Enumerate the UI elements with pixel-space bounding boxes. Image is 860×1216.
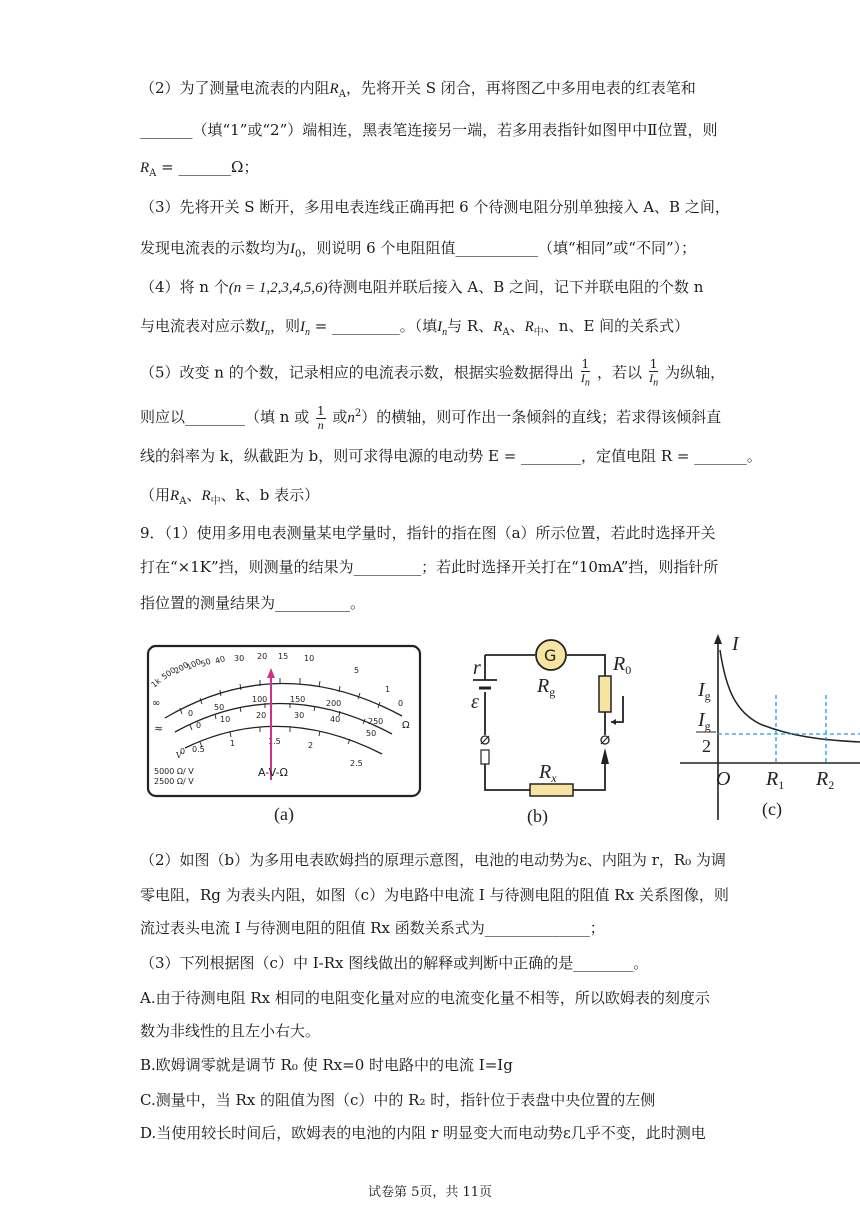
svg-text:15: 15 (278, 652, 289, 661)
svg-text:0.5: 0.5 (192, 745, 205, 754)
q9-part1-line3: 指位置的测量结果为__________。 (140, 594, 366, 612)
svg-text:500: 500 (159, 665, 178, 682)
q8-part4-line1: （4）将 n 个(n = 1,2,3,4,5,6)待测电阻并联后接入 A、B 之间，记下并联电阻的个数 n (140, 278, 704, 296)
figure-b-circuit (455, 640, 630, 830)
svg-text:G: G (544, 646, 557, 665)
svg-text:1k: 1k (149, 676, 163, 690)
svg-text:r: r (473, 657, 481, 679)
q9-part1-line2: 打在“×1K”挡，则测量的结果为_________；若此时选择开关打在“10mA”挡，则指针所 (140, 558, 719, 576)
q8-part5-line4: （用$R_A$、$R_中$、k、b 表示） (140, 486, 320, 507)
svg-text:Rx: $R_x$ (539, 761, 557, 785)
svg-text:10: 10 (304, 654, 315, 663)
svg-text:Ig: $I_g$ (698, 679, 711, 703)
svg-text:0: 0 (196, 721, 202, 730)
svg-text:200: 200 (172, 660, 191, 676)
svg-text:2: 2 (308, 741, 314, 750)
svg-text:50: 50 (199, 656, 213, 669)
svg-text:0: 0 (188, 709, 194, 718)
svg-text:200: 200 (326, 699, 342, 708)
q8-part3-line2: 发现电流表的示数均为$I_0$，则说明 6 个电阻阻值___________（填“相同”或“不同”）； (140, 239, 697, 260)
q9-part1-line1: 9．（1）使用多用电表测量某电学量时，指针的指在图（a）所示位置，若此时选择开关 (140, 524, 716, 542)
svg-text:R0: $R_0$ (613, 653, 632, 677)
svg-text:30: 30 (234, 654, 245, 663)
svg-text:2: 2 (702, 736, 711, 756)
svg-text:2500 Ω/ V: 2500 Ω/ V (154, 777, 194, 786)
svg-text:100: 100 (252, 695, 268, 704)
svg-text:A-V-Ω: A-V-Ω (258, 766, 288, 779)
q9-part2-line1: （2）如图（b）为多用电表欧姆挡的原理示意图，电池的电动势为ε、内阻为 r，R₀ 为调 (140, 851, 726, 869)
svg-text:0: 0 (180, 747, 186, 756)
q9-part2-line3: 流过表头电流 I 与待测电阻的阻值 Rx 函数关系式为______________； (140, 919, 605, 937)
svg-text:ε: ε (471, 691, 479, 713)
q9-part2-line2: 零电阻，Rg 为表头内阻，如图（c）为电路中电流 I 与待测电阻的阻值 Rx 关系图像，则 (140, 886, 729, 904)
svg-text:250: 250 (368, 717, 384, 726)
q8-part2-line2: _______（填“1”或“2”）端相连，黑表笔连接另一端，若多用表指针如图甲中Ⅱ位置，则 (140, 121, 718, 139)
svg-text:≈: ≈ (154, 722, 164, 735)
svg-text:1: 1 (385, 685, 391, 694)
figure-c-caption: (c) (762, 799, 782, 819)
q8-part2-line3: $R_A$ = _______Ω； (140, 158, 259, 179)
svg-text:10: 10 (220, 715, 231, 724)
svg-text:O: O (716, 768, 731, 790)
svg-text:20: 20 (257, 652, 268, 661)
q8-part3-line1: （3）先将开关 S 断开，多用电表连线正确再把 6 个待测电阻分别单独接入 A、B 之间， (140, 198, 730, 216)
svg-text:100: 100 (184, 657, 203, 672)
q8-part4-line2: 与电流表对应示数$I_n$，则$I_n$ = _________。（填$I_n$与 R、$R_A$、$R_中$、n、E 间的关系式） (140, 317, 690, 338)
svg-text:R1: $R_1$ (766, 768, 785, 792)
q8-part5-line1: （5）改变 n 的个数，记录相应的电流表示数，根据实验数据得出 $\frac{1}{I_n}$ ，若以 $\frac{1}{I_n}$ 为纵轴， (140, 357, 726, 389)
svg-text:30: 30 (294, 711, 305, 720)
q9-part3-line1: （3）下列根据图（c）中 I-Rx 图线做出的解释或判断中正确的是________。 (140, 954, 649, 972)
svg-text:5: 5 (354, 666, 360, 675)
figure-a-caption: (a) (274, 804, 294, 824)
svg-text:50: 50 (214, 703, 225, 712)
q9-option-b: B.欧姆调零就是调节 R₀ 使 Rx=0 时电路中的电流 I=Ig (140, 1056, 513, 1074)
svg-text:50: 50 (366, 729, 377, 738)
svg-text:Rg: $R_g$ (537, 675, 556, 699)
q9-option-a-line1: A.由于待测电阻 Rx 相同的电阻变化量对应的电流变化量不相等，所以欧姆表的刻度示 (140, 989, 710, 1007)
svg-text:2.5: 2.5 (350, 759, 363, 768)
svg-text:1: 1 (230, 739, 236, 748)
svg-text:5000 Ω/ V: 5000 Ω/ V (154, 767, 194, 776)
svg-text:Ω: Ω (402, 720, 410, 731)
q9-option-a-line2: 数为非线性的且左小右大。 (140, 1022, 321, 1040)
svg-text:R2: $R_2$ (816, 768, 835, 792)
svg-text:I: I (732, 633, 739, 655)
figure-a-meter-dial (140, 640, 430, 830)
q8-part2-line1: （2）为了测量电流表的内阻$R_A$，先将开关 S 闭合，再将图乙中多用电表的红表笔和 (140, 79, 696, 100)
svg-text:1.5: 1.5 (268, 737, 281, 746)
svg-text:V: V (176, 751, 182, 760)
q9-option-c: C.测量中，当 Rx 的阻值为图（c）中的 R₂ 时，指针位于表盘中央位置的左侧 (140, 1091, 656, 1109)
q8-part5-line3: 线的斜率为 k，纵截距为 b，则可求得电源的电动势 E = ________，定值电阻 R = _______。 (140, 447, 762, 465)
fraction-1-over-In-axis: $\frac{1}{I_n}$ (649, 357, 659, 389)
fraction-1-over-In: $\frac{1}{I_n}$ (580, 357, 590, 389)
svg-text:0: 0 (398, 699, 404, 708)
svg-text:40: 40 (213, 654, 227, 666)
figure-c-graph (680, 630, 860, 825)
svg-text:Ig: $I_g$ (698, 709, 711, 733)
q9-option-d: D.当使用较长时间后，欧姆表的电池的内阻 r 明显变大而电动势ε几乎不变，此时测电 (140, 1124, 706, 1142)
svg-text:∞: ∞ (152, 698, 161, 709)
svg-text:150: 150 (290, 695, 306, 704)
svg-text:20: 20 (256, 711, 267, 720)
q8-part5-line2: 则应以________（填 n 或 $\frac{1}{n}$ 或$n^2$）的横轴，则可作出一条倾斜的直线；若求得该倾斜直 (140, 403, 722, 432)
page-footer: 试卷第 5页，共 11页 (367, 1185, 493, 1200)
figure-b-caption: (b) (527, 806, 548, 826)
fraction-1-over-n: $\frac{1}{n}$ (316, 403, 325, 432)
svg-text:40: 40 (330, 715, 341, 724)
